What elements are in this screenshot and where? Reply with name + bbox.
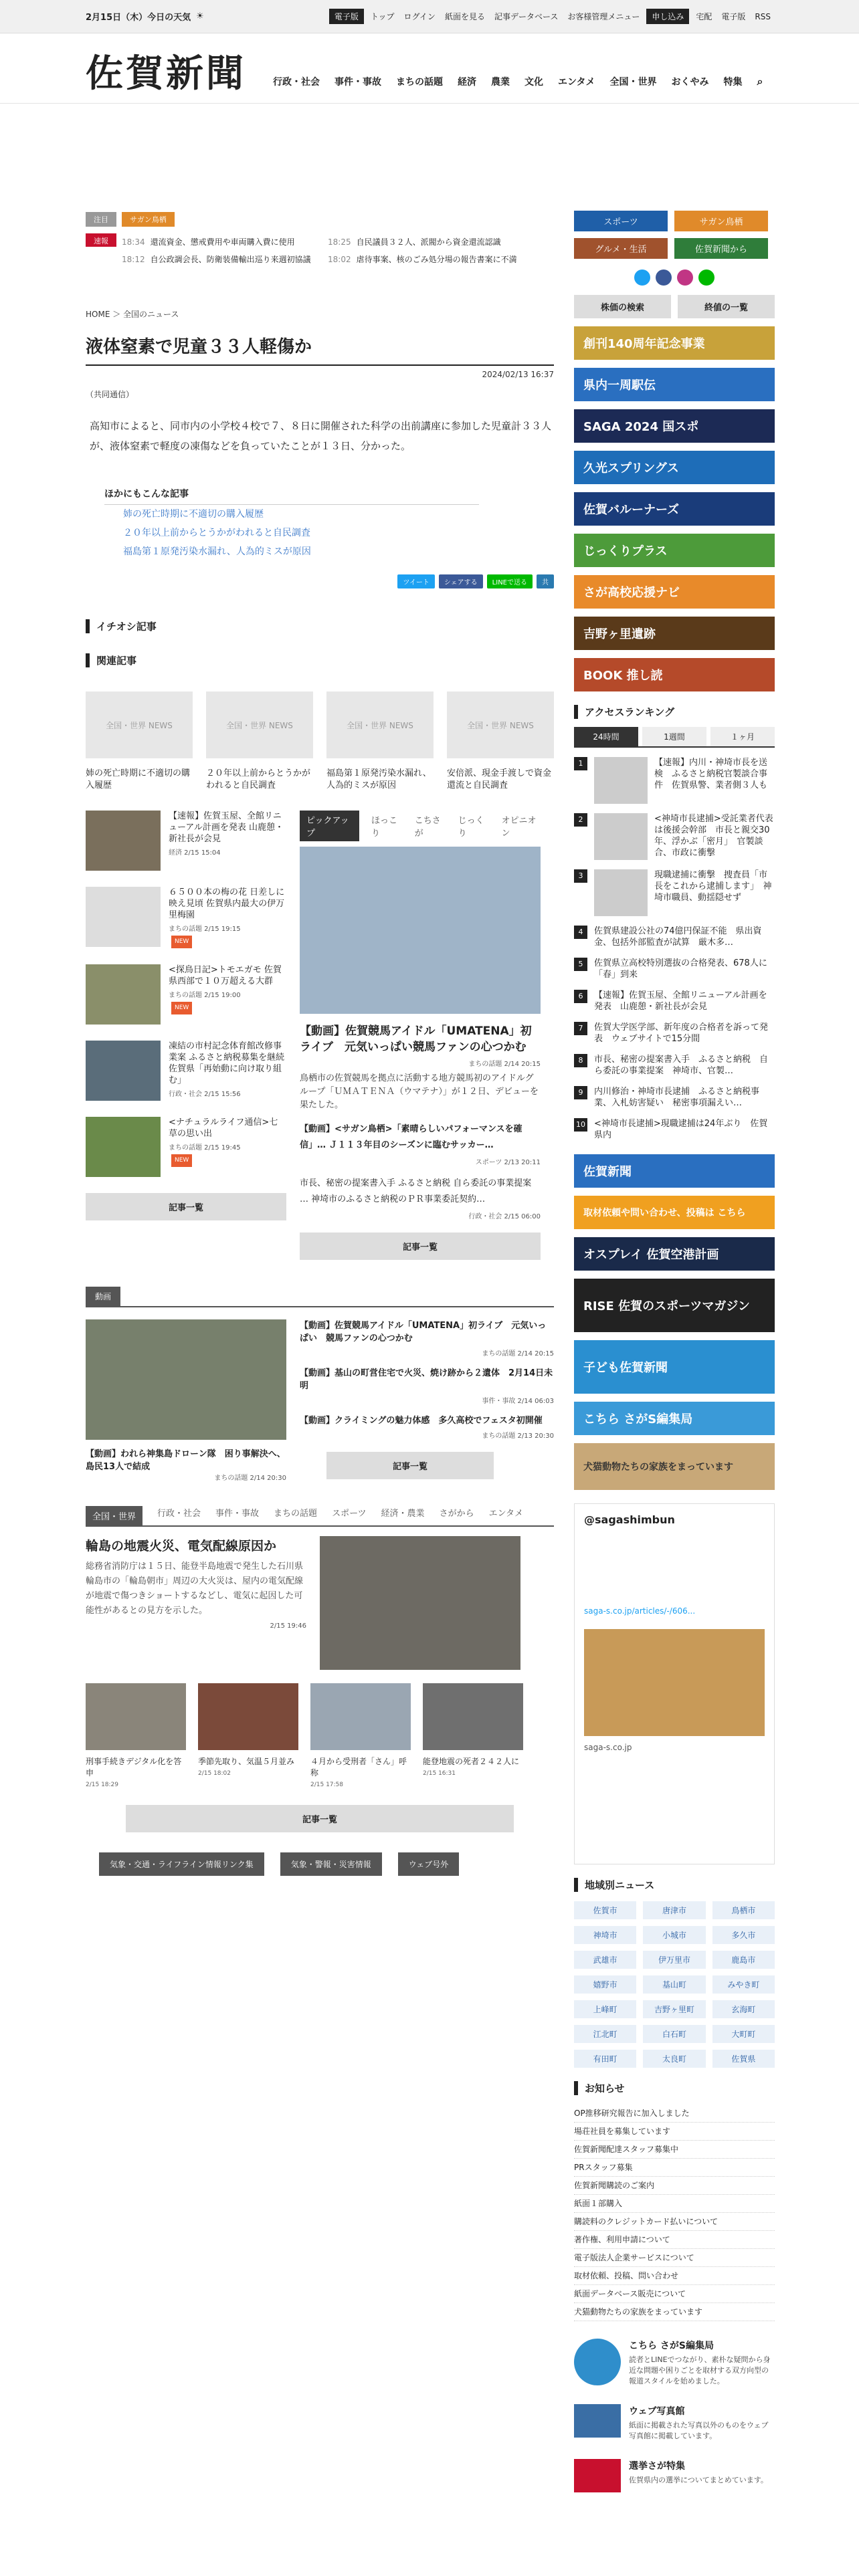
- tab-world[interactable]: 全国・世界: [86, 1506, 142, 1525]
- tab-jikkuri[interactable]: じっくり: [458, 816, 484, 839]
- area-link[interactable]: 太良町: [643, 2050, 705, 2068]
- area-links: [574, 1901, 775, 2068]
- related-heading: ほかにもこんな記事: [104, 487, 479, 505]
- rss-link[interactable]: RSS: [755, 11, 771, 21]
- instagram-icon[interactable]: [677, 270, 693, 286]
- list-item[interactable]: 凍結の市村記念体育館改修事業案 ふるさと納税募集を継続 佐賀県「再始動に向け取り組む」 行政・社会 2/15 15:56: [86, 1041, 286, 1101]
- world-card[interactable]: 能登地震の死者２４２人に 2/15 16:31: [423, 1683, 523, 1789]
- news-placeholder-image: 全国・世界 NEWS: [447, 691, 554, 758]
- area-link[interactable]: 吉野ヶ里町: [643, 2000, 705, 2018]
- more-articles-button[interactable]: 記事一覧: [86, 1193, 286, 1220]
- digital-edition-badge[interactable]: 電子版: [329, 9, 364, 24]
- facebook-share-button[interactable]: シェアする: [439, 574, 483, 588]
- pickup-photo[interactable]: [300, 847, 541, 1014]
- feature-body: 総務省消防庁は１５日、能登半島地震で発生した石川県輪島市の「輪島朝市」周辺の大火災は、屋内の電気配線が地震で傷つきショートするなどし、電気に起因した可能性があるとの見方を示した。: [86, 1562, 304, 1616]
- more-articles-button[interactable]: 記事一覧: [300, 1232, 541, 1260]
- login-link[interactable]: ログイン: [403, 12, 436, 21]
- banner-hisamitsu[interactable]: 久光スプリングス: [574, 451, 775, 484]
- breaking-item[interactable]: 18:25 自民議員３２人、派閥から資金還流認識: [328, 237, 501, 247]
- notice-item[interactable]: 犬猫動物たちの家族をまっています: [574, 2303, 775, 2321]
- ad-sagas[interactable]: こちら さがS編集局: [574, 1402, 775, 1435]
- featured-tags: [86, 211, 554, 228]
- top-link[interactable]: トップ: [370, 12, 395, 21]
- feature-title[interactable]: 輪島の地震火災、電気配線原因か: [86, 1539, 277, 1553]
- list-item[interactable]: 【速報】佐賀玉屋、全館リニューアル計画を発表 山鹿憩・新社長が会見 経済 2/15 15:04: [86, 811, 286, 871]
- weather-alerts-button[interactable]: 気象・警報・災害情報: [280, 1852, 382, 1876]
- ad-kodomo[interactable]: 子ども佐賀新聞: [574, 1340, 775, 1394]
- notice-item[interactable]: 紙面１部購入: [574, 2195, 775, 2213]
- pickup-sub[interactable]: 【動画】<サガン鳥栖>「素晴らしいパフォーマンスを確信」… Ｊ１１３年目のシーズンに臨むサッカー…: [300, 1124, 522, 1150]
- ranking-item[interactable]: 2 <神埼市長逮捕>受託業者代表は後援会幹部 市長と親交30年、浮かぶ「密月」 官製談合、市政に衝撃: [574, 813, 775, 860]
- related-card[interactable]: 全国・世界 NEWS 姉の死亡時期に不適切の購入履歴: [86, 691, 193, 792]
- info-buttons: [86, 1852, 554, 1876]
- video-thumbnail[interactable]: [86, 1319, 286, 1440]
- related-cards: [86, 691, 554, 792]
- weather-icon: ☀: [196, 11, 204, 21]
- area-link[interactable]: 江北町: [574, 2025, 636, 2043]
- banner-koko-navi[interactable]: さが高校応援ナビ: [574, 575, 775, 609]
- sidebar: [574, 211, 775, 2492]
- news-placeholder-image: 全国・世界 NEWS: [326, 691, 434, 758]
- sagas-logo-icon: [574, 2339, 621, 2385]
- cat-sports[interactable]: スポーツ: [574, 211, 668, 231]
- notice-item[interactable]: 場荘社員を募集しています: [574, 2123, 775, 2141]
- nav-item[interactable]: 行政・社会: [273, 77, 320, 88]
- promo-block[interactable]: ウェブ写真館 紙面に掲載された写真以外のものをウェブ写真館に掲載しています。: [574, 2404, 775, 2442]
- digital-link[interactable]: 電子版: [721, 12, 746, 21]
- line-share-button[interactable]: LINEで送る: [487, 574, 533, 588]
- search-icon[interactable]: ⌕: [757, 75, 763, 88]
- area-link[interactable]: 佐賀県: [712, 2050, 775, 2068]
- video-section: 【動画】われら神集島ドローン隊 困り事解決へ、島民13人で結成 まちの話題 2/14 20:30 【動画】佐賀競馬アイドル「UMATENA」初ライブ 元気いっぱい 競馬ファンの心つかむ まちの話題 2/14 20:15 【動画】基山の町営住宅で火災、焼け跡から２遺体 2月14日未明 事件・事故 2/14 06:03 【動画】クライミングの魅力体感 多久高校でフェスタ初開催 まちの話題 2/13 20:30 記事一覧: [86, 1321, 554, 1482]
- banner-140th[interactable]: 創刊140周年記念事業: [574, 326, 775, 360]
- tab-hokkori[interactable]: ほっこり: [371, 816, 397, 839]
- list-item[interactable]: <探鳥日記>トモエガモ 佐賀県西部で１０万超える大群 まちの話題 2/15 19:00 NEW: [86, 964, 286, 1025]
- tab-category[interactable]: 事件・事故: [215, 1509, 260, 1519]
- area-link[interactable]: 神埼市: [574, 1926, 636, 1944]
- ad-rise[interactable]: RISE 佐賀のスポーツマガジン: [574, 1279, 775, 1332]
- article-date: 2024/02/13 16:37: [482, 370, 554, 379]
- breaking-item[interactable]: 18:02 虐待事案、核のごみ処分場の報告書案に不満: [328, 255, 517, 264]
- ranking-item[interactable]: 4 佐賀県建設公社の74億円保証不能 県出資金、包括外部監査が試算 厳木多…: [574, 926, 775, 948]
- notice-item[interactable]: 著作権、利用申請について: [574, 2231, 775, 2249]
- notice-item[interactable]: PRスタッフ募集: [574, 2159, 775, 2177]
- promo-block[interactable]: 選挙さが特集 佐賀県内の選挙についてまとめています。: [574, 2459, 775, 2492]
- article-db-link[interactable]: 記事データベース: [494, 12, 559, 21]
- area-link[interactable]: みやき町: [712, 1975, 775, 1994]
- subscribe-button[interactable]: 申し込み: [646, 9, 689, 24]
- tweet-image: [584, 1629, 765, 1736]
- notice-item[interactable]: 購読料のクレジットカード払いについて: [574, 2213, 775, 2231]
- section-ichioshi: イチオシ記事: [86, 619, 554, 633]
- pickup-panel: [300, 811, 541, 1260]
- area-link[interactable]: 小城市: [643, 1926, 705, 1944]
- article-title: 液体窒素で児童３３人軽傷か: [86, 333, 554, 366]
- pickup-title[interactable]: 【動画】佐賀競馬アイドル「UMATENA」初ライブ 元気いっぱい競馬ファンの心つかむ: [300, 1025, 532, 1054]
- top-utility-bar: [0, 0, 859, 33]
- social-icons: [574, 270, 775, 286]
- promo-block[interactable]: こちら さがS編集局 読者とLINEでつながり、素朴な疑問から身近な問題や困りごとを取材する双方向型の報道スタイルを始めました。: [574, 2339, 775, 2387]
- notice-heading: お知らせ: [574, 2081, 775, 2095]
- ranking-tabs: [574, 727, 775, 748]
- related-links-box: [104, 487, 492, 561]
- more-articles-button[interactable]: 記事一覧: [326, 1452, 494, 1479]
- breaking-news: [86, 233, 554, 268]
- tab-category[interactable]: スポーツ: [332, 1509, 367, 1519]
- world-category-tabs: [86, 1506, 554, 1527]
- notice-item[interactable]: 紙面データベース販売について: [574, 2285, 775, 2303]
- area-link[interactable]: 上峰町: [574, 2000, 636, 2018]
- area-link[interactable]: 嬉野市: [574, 1975, 636, 1994]
- nav-item[interactable]: まちの話題: [396, 77, 443, 88]
- featured-label: 注目: [86, 212, 116, 227]
- ad-osprey[interactable]: オスプレイ 佐賀空港計画: [574, 1237, 775, 1271]
- world-cards: [86, 1683, 554, 1789]
- election-icon: [574, 2459, 621, 2492]
- nav-item[interactable]: 文化: [524, 77, 543, 88]
- banner-saga2024[interactable]: SAGA 2024 国スポ: [574, 409, 775, 443]
- pickup-sub[interactable]: 市長、秘密の提案書入手 ふるさと納税 自ら委託の事業提案 … 神埼市のふるさと納税のＰＲ事業委託契約…: [300, 1178, 532, 1204]
- related-link[interactable]: 姉の死亡時期に不適切の購入履歴: [123, 509, 264, 520]
- more-articles-button[interactable]: 記事一覧: [126, 1805, 514, 1832]
- list-item[interactable]: ６５００本の梅の花 日差しに映え見頃 佐賀県内最大の伊万里梅園 まちの話題 2/15 19:15 NEW: [86, 887, 286, 948]
- tab-kochisaga[interactable]: こちさが: [414, 816, 441, 839]
- list-item[interactable]: <ナチュラルライフ通信>七草の思い出 まちの話題 2/15 19:45 NEW: [86, 1117, 286, 1177]
- nav-item[interactable]: エンタメ: [558, 77, 595, 88]
- pickup-sub-meta: 行政・社会 2/15 06:00: [468, 1213, 541, 1220]
- site-logo[interactable]: 佐賀新聞: [86, 51, 246, 96]
- banner-book[interactable]: BOOK 推し読: [574, 658, 775, 691]
- section-related: 関連記事: [86, 653, 554, 667]
- today-date: 2月15日（木）今日の天気: [86, 13, 191, 23]
- related-card[interactable]: 全国・世界 NEWS 福島第１原発汚染水漏れ、人為的ミスが原因: [326, 691, 434, 792]
- nav-item[interactable]: 事件・事故: [335, 77, 381, 88]
- banner-ballooners[interactable]: 佐賀バルーナーズ: [574, 492, 775, 526]
- banner-jikkuri[interactable]: じっくりプラス: [574, 534, 775, 567]
- news-placeholder-image: 全国・世界 NEWS: [86, 691, 193, 758]
- nav-item[interactable]: 経済: [458, 77, 476, 88]
- tab-category[interactable]: 経済・農業: [381, 1509, 425, 1519]
- world-card[interactable]: ４月から受刑者「さん」呼称 2/15 17:58: [310, 1683, 411, 1789]
- area-link[interactable]: 鹿島市: [712, 1951, 775, 1969]
- related-link[interactable]: ２０年以上前からとうかがわれると自民調査: [123, 528, 310, 538]
- ranking-item[interactable]: 8 市長、秘密の提案書入手 ふるさと納税 自ら委託の事業提案 神埼市、官製…: [574, 1054, 775, 1077]
- lifeline-links-button[interactable]: 気象・交通・ライフライン情報リンク集: [99, 1852, 264, 1876]
- notice-item[interactable]: 佐賀新聞配達スタッフ募集中: [574, 2141, 775, 2159]
- notice-item[interactable]: 取材依頼、投稿、問い合わせ: [574, 2267, 775, 2285]
- ad-contact[interactable]: 取材依頼や問い合わせ、投稿は こちら: [574, 1196, 775, 1229]
- related-link[interactable]: 福島第１原発汚染水漏れ、人為的ミスが原因: [123, 546, 311, 557]
- share-buttons: [86, 574, 554, 588]
- area-link[interactable]: 基山町: [643, 1975, 705, 1994]
- article-byline: （共同通信）: [86, 390, 134, 399]
- cat-gourmet[interactable]: グルメ・生活: [574, 238, 668, 259]
- photo-gallery-icon: [574, 2404, 621, 2438]
- area-news-heading: 地域別ニュース: [574, 1878, 775, 1892]
- hatena-button[interactable]: 共: [537, 574, 554, 588]
- twitter-handle: @sagashimbun: [584, 1513, 675, 1526]
- view-paper-link[interactable]: 紙面を見る: [444, 12, 485, 21]
- breadcrumb[interactable]: HOME ＞ 全国のニュース: [86, 310, 179, 319]
- ranking-item[interactable]: 1 【速報】内川・神埼市長を送検 ふるさと納税官製談合事件 佐賀県警、業者側３人も: [574, 757, 775, 804]
- breaking-left: [122, 233, 322, 268]
- site-header: [0, 33, 859, 104]
- main-nav: [273, 75, 763, 88]
- video-item[interactable]: 【動画】佐賀競馬アイドル「UMATENA」初ライブ 元気いっぱい 競馬ファンの心つかむ: [300, 1321, 547, 1344]
- cat-from-saga[interactable]: 佐賀新聞から: [674, 238, 768, 259]
- tab-category[interactable]: さがから: [439, 1509, 474, 1519]
- cat-sagan[interactable]: サガン鳥栖: [674, 211, 768, 231]
- related-card[interactable]: 全国・世界 NEWS 安倍派、現金手渡しで資金還流と自民調査: [447, 691, 554, 792]
- ranking-item[interactable]: 6 【速報】佐賀玉屋、全館リニューアル計画を発表 山鹿憩・新社長が会見: [574, 990, 775, 1012]
- latest-news-list: [86, 811, 286, 1260]
- world-card[interactable]: 刑事手続きデジタル化を答申 2/15 18:29: [86, 1683, 186, 1789]
- pickup-sub-meta: スポーツ 2/13 20:11: [475, 1159, 541, 1166]
- utility-links: [329, 9, 773, 24]
- banner-ekiden[interactable]: 県内一周駅伝: [574, 368, 775, 401]
- area-link[interactable]: 佐賀市: [574, 1901, 636, 1919]
- customer-menu-link[interactable]: お客様管理メニュー: [567, 12, 640, 21]
- news-grid: [86, 811, 554, 1260]
- video-list: 【動画】佐賀競馬アイドル「UMATENA」初ライブ 元気いっぱい 競馬ファンの心つかむ まちの話題 2/14 20:15 【動画】基山の町営住宅で火災、焼け跡から２遺体 2月14日未明 事件・事故 2/14 06:03 【動画】クライミングの魅力体感 多久高校でフェスタ初開催 まちの話題 2/13 20:30 記事一覧: [300, 1319, 554, 1482]
- feature-photo[interactable]: [320, 1536, 520, 1670]
- line-icon[interactable]: [698, 270, 714, 286]
- tab-1month[interactable]: １ヶ月: [710, 727, 775, 746]
- tab-category[interactable]: まちの話題: [274, 1509, 318, 1519]
- tweet-link[interactable]: saga-s.co.jp/articles/-/606...: [584, 1606, 696, 1616]
- ranking-item[interactable]: 9 内川修治・神埼市長逮捕 ふるさと納税事業、入札妨害疑い 秘密事項漏えい…: [574, 1086, 775, 1109]
- video-caption[interactable]: 【動画】われら神集島ドローン隊 困り事解決へ、島民13人で結成: [86, 1449, 286, 1472]
- tab-category[interactable]: 行政・社会: [157, 1509, 201, 1519]
- area-link[interactable]: 多久市: [712, 1926, 775, 1944]
- ad-saga-shimbun[interactable]: 佐賀新聞: [574, 1154, 775, 1188]
- web-extra-button[interactable]: ウェブ号外: [398, 1852, 460, 1876]
- tag-sagan-tosu[interactable]: サガン鳥栖: [122, 212, 175, 227]
- area-link[interactable]: 伊万里市: [643, 1951, 705, 1969]
- delivery-link[interactable]: 宅配: [696, 12, 712, 21]
- twitter-embed[interactable]: @sagashimbun saga-s.co.jp/articles/-/606... saga-s.co.jp: [574, 1503, 775, 1864]
- twitter-icon[interactable]: [634, 270, 650, 286]
- news-placeholder-image: 全国・世界 NEWS: [206, 691, 313, 758]
- breaking-item[interactable]: 18:34 還流資金、懲戒費用や車両購入費に使用: [122, 237, 295, 247]
- ranking-heading: アクセスランキング: [574, 705, 775, 719]
- breaking-label: 速報: [86, 233, 116, 247]
- pickup-meta: まちの話題 2/14 20:15: [468, 1061, 541, 1068]
- world-card[interactable]: 季節先取り、気温５月並み 2/15 18:02: [198, 1683, 298, 1789]
- article-body: 高知市によると、同市内の小学校４校で７、８日に開催された科学の出前講座に参加した児童計３３人が、液体窒素で軽度の凍傷などを負っていたことが１３日、分かった。: [90, 420, 552, 452]
- area-link[interactable]: 武雄市: [574, 1951, 636, 1969]
- ranking-item[interactable]: 10 <神埼市長逮捕>現職逮捕は24年ぶり 佐賀県内: [574, 1118, 775, 1141]
- stock-search-button[interactable]: 株価の検索: [574, 295, 671, 318]
- tab-pickup[interactable]: ピックアップ: [300, 811, 359, 841]
- tab-24h[interactable]: 24時間: [574, 727, 638, 746]
- main-column: [86, 211, 554, 1876]
- ad-pets[interactable]: 犬猫動物たちの家族をまっています: [574, 1443, 775, 1490]
- facebook-icon[interactable]: [656, 270, 672, 286]
- nav-item[interactable]: 農業: [491, 77, 510, 88]
- ranking-item[interactable]: 3 現職逮捕に衝撃 捜査員「市長をこれから逮捕します」 神埼市職員、動揺隠せず: [574, 869, 775, 916]
- tab-opinion[interactable]: オピニオン: [501, 816, 537, 839]
- stock-close-list-button[interactable]: 終値の一覧: [678, 295, 775, 318]
- banner-yoshinogari[interactable]: 吉野ヶ里遺跡: [574, 617, 775, 650]
- area-link[interactable]: 有田町: [574, 2050, 636, 2068]
- world-feature: 輪島の地震火災、電気配線原因か 総務省消防庁は１５日、能登半島地震で発生した石川県輪島市の「輪島朝市」周辺の大火災は、屋内の電気配線が地震で傷つきショートするなどし、電気に起因した可能性があるとの見方を示した。 2/15 19:46: [86, 1536, 554, 1670]
- sidebar-categories: [574, 211, 775, 259]
- stock-buttons: [574, 295, 775, 318]
- video-section-header: 動画: [86, 1287, 554, 1307]
- nav-item[interactable]: 特集: [723, 77, 743, 88]
- breaking-right: [328, 233, 517, 268]
- pickup-desc: 鳥栖市の佐賀競馬を拠点に活動する地方競馬初のアイドルグループ「ＵＭＡＴＥＮＡ（ウマテナ）」が１２日、デビューを果たした。: [300, 1073, 539, 1110]
- nav-item[interactable]: 全国・世界: [609, 77, 657, 88]
- area-link[interactable]: 大町町: [712, 2025, 775, 2043]
- video-item[interactable]: 【動画】クライミングの魅力体感 多久高校でフェスタ初開催: [300, 1416, 543, 1426]
- related-card[interactable]: 全国・世界 NEWS ２０年以上前からとうかがわれると自民調査: [206, 691, 313, 792]
- video-item[interactable]: 【動画】基山の町営住宅で火災、焼け跡から２遺体 2月14日未明: [300, 1368, 553, 1391]
- notice-item[interactable]: 佐賀新聞購読のご案内: [574, 2177, 775, 2195]
- notice-item[interactable]: OP推移研究報告に加入しました: [574, 2105, 775, 2123]
- nav-item[interactable]: おくやみ: [671, 77, 709, 88]
- tab-1week[interactable]: 1週間: [642, 727, 706, 746]
- ranking-item[interactable]: 7 佐賀大学医学部、新年度の合格者を訴って発表 ウェブサイトで15分間: [574, 1022, 775, 1045]
- breaking-item[interactable]: 18:12 自公政調会長、防衛装備輸出巡り来週初協議: [122, 255, 311, 264]
- ranking-list: [574, 757, 775, 1141]
- notice-item[interactable]: 電子版法人企業サービスについて: [574, 2249, 775, 2267]
- pickup-tabs: [300, 811, 541, 841]
- tab-category[interactable]: エンタメ: [488, 1509, 524, 1519]
- ranking-item[interactable]: 5 佐賀県立高校特別選抜の合格発表、678人に「春」到来: [574, 958, 775, 980]
- notice-list: [574, 2105, 775, 2321]
- area-link[interactable]: 玄海町: [712, 2000, 775, 2018]
- area-link[interactable]: 唐津市: [643, 1901, 705, 1919]
- area-link[interactable]: 白石町: [643, 2025, 705, 2043]
- tweet-button[interactable]: ツイート: [397, 574, 435, 588]
- area-link[interactable]: 鳥栖市: [712, 1901, 775, 1919]
